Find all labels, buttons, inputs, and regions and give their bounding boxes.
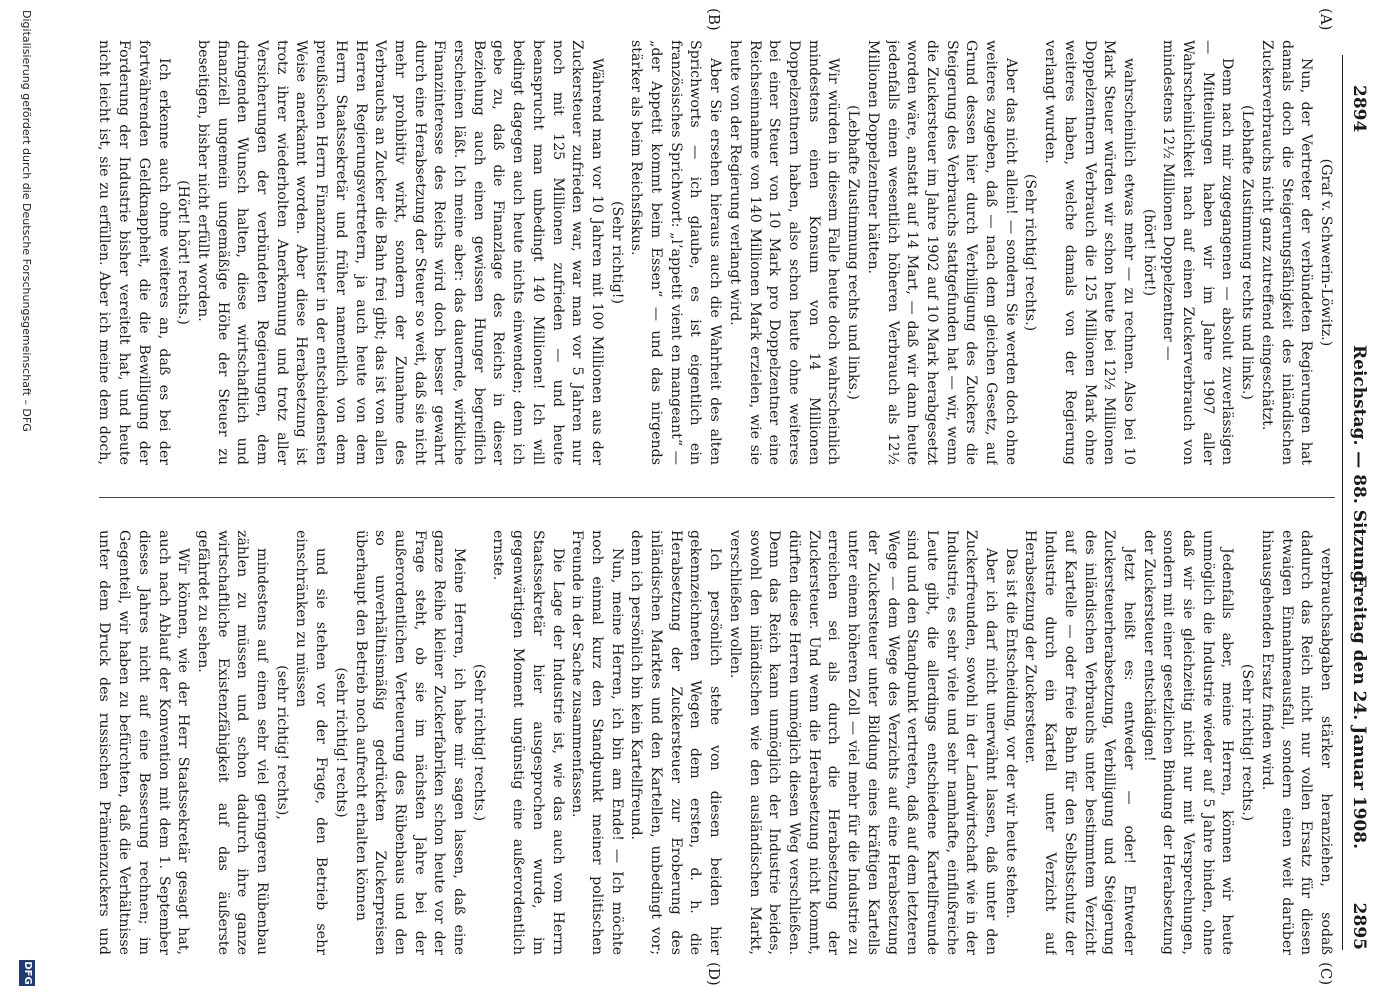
page-header	[1342, 55, 1373, 950]
session-date: Freitag den 24. Januar 1908.	[1349, 575, 1369, 850]
paragraph: Wir können, wie der Herr Staatssekretär gesagt hat, auch nach Ablauf der Konvention mit dem 1. September dieses Jahres nicht auf eine Besserung rechnen; im Gegenteil, wir haben zu befürchten, daß die Verhältnisse unter dem Druck des russischen Prämienzuckers und	[96, 530, 192, 955]
interjection: (Lebhafte Zustimmung rechts und links.)	[845, 105, 862, 400]
interjection: (sehr richtig! rechts)	[332, 667, 349, 818]
paragraph: Wir würden in diesem Falle heute doch wahrscheinlich mindestens einen Konsum von 14 Millionen Doppelzentnern haben, also schon heute ohne weiteres bei einer Steuer von 10 Mark pro Doppelzentner eine Reichseinnahme von 140 Millionen Mark erzielen, wie sie heute von der Regierung verlangt wird.	[726, 40, 842, 465]
margin-marker-c: (C)	[1317, 962, 1335, 986]
interjection: (hört! hört!)	[1140, 208, 1157, 297]
dfg-logo: DFG	[19, 960, 35, 986]
paragraph: Jetzt heißt es: entweder — oder! Entweder Zuckersteuerherabsetzung, Verbilligung und Steigerung des inländischen Verbrauchs unter bestimmtem Verzicht auf Kartelle — oder freie Bahn für den Selbstschutz der Industrie durch ein Kartell unter Verzicht auf Herabsetzung der Zuckersteuer.	[1022, 530, 1137, 955]
paragraph: Ich persönlich stehe von diesen beiden hier gekennzeichneten Wegen dem ersten, d. h. die Herabsetzung der Zuckersteuer zur Eroberung des inländischen Marktes und den Kartellen, unbedingt vor; denn ich persönlich bin kein Kartellfreund.	[628, 530, 724, 955]
paragraph: verbrauchsabgaben stärker heranziehen, sodaß dadurch das Reich nicht nur vollen Ersatz für diesen etwaigen Einnahmeausfall, sondern einen weit darüber hinausgehenden Ersatz finden wird.	[1258, 530, 1334, 955]
interjection: (Graf v. Schwerin-Löwitz.)	[1318, 158, 1334, 347]
right-page-number: 2895	[1349, 902, 1369, 950]
paragraph: Die Lage der Industrie ist, wie das auch vom Herrn Staatssekretär hier ausgesprochen wurde, im gegenwärtigen Moment ungünstig eine außerordentlich ernste.	[490, 530, 566, 955]
left-column	[95, 40, 1335, 465]
margin-marker-b: (B)	[705, 8, 723, 31]
interjection: (Sehr richtig! rechts.)	[1022, 173, 1039, 332]
page-footer	[5, 0, 45, 1000]
interjection: (sehr richtig! rechts),	[273, 665, 290, 820]
interjection: (Sehr richtig! rechts.)	[470, 663, 487, 822]
page-title: Reichstag. — 88. Sitzung.	[1349, 345, 1369, 589]
interjection: (Hört! hört! rechts.)	[175, 180, 192, 325]
paragraph: Während man vor 10 Jahren mit 100 Millionen aus der Zuckersteuer zufrieden war, war man vor 5 Jahren nur noch mit 125 Millionen zufrieden — und heute beansprucht man unbedingt 140 Millionen! Ich will bedingt dagegen auch heute nichts einwenden; denn ich gebe zu, daß die Finanzlage des Reichs in dieser Beziehung auch einen gewissen Hunger begreiflich erscheinen läßt. Ich meine aber: das dauernde, wirkliche Finanzinteresse des Reichs wird doch besser gewahrt durch eine Herabsetzung der Steuer so weit, daß sie nicht mehr prohibitiv wirkt, sondern der Zunahme des Verbrauchs an Zucker die Bahn frei gibt; das ist von allen Herren Regierungsvertretern, ja auch heute von dem Herrn Staatssekretär und früher namentlich von dem preußischen Herrn Finanzminister in der entschiedensten Weise anerkannt worden. Aber diese Herabsetzung ist trotz ihrer wiederholten Anerkennung und trotz aller Versicherungen der verbündeten Regierungen, dem dringenden Wunsch halten, diese wirtschaftlich und finanziell ungemein ungemäßige Höhe der Steuer zu beseitigen, bisher nicht erfüllt worden.	[194, 40, 605, 465]
paragraph: Nun, der Vertreter der verbündeten Regierungen hat damals doch die Steigerungsfähigkeit des inländischen Zuckerverbrauchs nicht ganz zutreffend eingeschätzt.	[1258, 40, 1315, 465]
interjection: (Sehr richtig! rechts.)	[1239, 663, 1256, 822]
paragraph: Aber das nicht allein! — sondern Sie werden doch ohne weiteres zugeben, daß — nach dem gleichen Gesetz, auf Grund dessen hier durch Verbilligung des Zuckers die Steigerung des Verbrauchs stattgefunden hat — wir, wenn die Zuckersteuer im Jahre 1902 auf 10 Mark herabgesetzt worden wäre, anstatt auf 14 Mart, — daß wir dann heute jedenfalls einen wesentlich höheren Verbrauch als 12½ Millionen Doppelzentner hätten.	[864, 40, 1019, 465]
paragraph: Meine Herren, ich habe mir sagen lassen, daß eine ganze Reihe kleiner Zuckerfabriken schon heute vor der Frage steht, ob sie im nächsten Jahre bei der außerordentlichen Verteuerung des Rübenbaus und den so unverhältnismäßig gedrückten Zuckerpreisen überhaupt den Betrieb noch aufrecht erhalten können	[352, 530, 468, 955]
paragraph: Ich erkenne auch ohne weiteres an, daß es bei der fortwährenden Geldknappheit, die die Bewilligung der Forderung der Industrie bisher vereitelt hat, und heute nicht leicht ist, sie zu erfüllen. Aber ich meine dem doch,	[96, 40, 172, 465]
paragraph: Aber ich darf nicht unerwähnt lassen, daß unter den Zuckerfreunden, sowohl in der Landwirtschaft wie in der Industrie, es sehr viele und sehr namhafte, einflußreiche Leute gibt, die allerdings entschiedene Kartellfreunde sind und den Standpunkt vertreten, daß auf dem letzteren Wege — dem Wege des Verzichts auf eine Herabsetzung der Zuckersteuer unter Bildung eines kräftigen Kartells unter einem höheren Zoll — viel mehr für die Industrie zu erreichen sei als durch die Herabsetzung der Zuckersteuer. Und wenn die Herabsetzung nicht kommt, dürften diese Herren unmöglich diesen Weg verschließen. Denn das Reich kann unmöglich der Industrie beides, sowohl den inländischen wie den ausländischen Markt, verschließen wollen.	[726, 530, 1000, 955]
column-divider	[99, 497, 1335, 498]
paragraph: und sie stehen vor der Frage, den Betrieb sehr einschränken zu müssen	[293, 530, 330, 955]
paragraph: Nun, meine Herren, ich bin am Ende! — Ich möchte noch einmal kurz den Standpunkt meiner politischen Freunde in der Sache zusammenfassen.	[569, 530, 625, 955]
interjection: (Sehr richtig!)	[608, 200, 625, 305]
interjection: (Lebhafte Zustimmung rechts und links.)	[1239, 105, 1256, 400]
paragraph: Denn nach mir zugegangenen — absolut zuverlässigen — Mitteilungen haben wir im Jahre 1907 aller Wahrscheinlichkeit nach auf einen Zuckerverbrauch von mindestens 12½ Millionen Doppelzentner —	[1160, 40, 1236, 465]
digitization-credit: Digitalisierung gefördert durch die Deutsche Forschungsgemeinschaft – DFG	[20, 10, 33, 432]
paragraph: Jedenfalls aber, meine Herren, können wir heute unmöglich die Industrie wieder auf 5 Jahre binden, ohne daß wir sie gleichzeitig nicht nur mit Versprechungen, sondern mit einer gesetzlichen Bindung der Herabsetzung der Zuckersteuer entschädigen!	[1140, 530, 1236, 955]
right-column	[95, 530, 1335, 955]
paragraph: Aber Sie ersehen hieraus auch die Wahrheit des alten Sprichworts — ich glaube, es ist eigentlich ein französisches Sprichwort: „l’appetit vient en mangeant“ — „der Appetit kommt beim Essen“ — und das nirgends stärker als beim Reichsfiskus.	[628, 40, 724, 465]
paragraph: wahrscheinlich etwas mehr — zu rechnen. Also bei 10 Mark Steuer würden wir schon heute bei 12½ Millionen Doppelzentnern Verbrauch die 125 Millionen Mark ohne weiteres haben, welche damals von der Regierung verlangt wurden.	[1042, 40, 1137, 465]
margin-marker-a: (A)	[1317, 8, 1335, 31]
margin-marker-d: (D)	[705, 962, 723, 986]
left-page-number: 2894	[1349, 85, 1369, 133]
paragraph: mindestens auf einen sehr viel geringeren Rübenbau zählen zu müssen und schon dadurch ihre ganze wirtschaftliche Existenzfähigkeit auf das äußerste gefährdet zu sehen.	[194, 530, 271, 955]
paragraph: Das ist die Entscheidung, vor der wir heute stehen.	[1002, 548, 1019, 919]
